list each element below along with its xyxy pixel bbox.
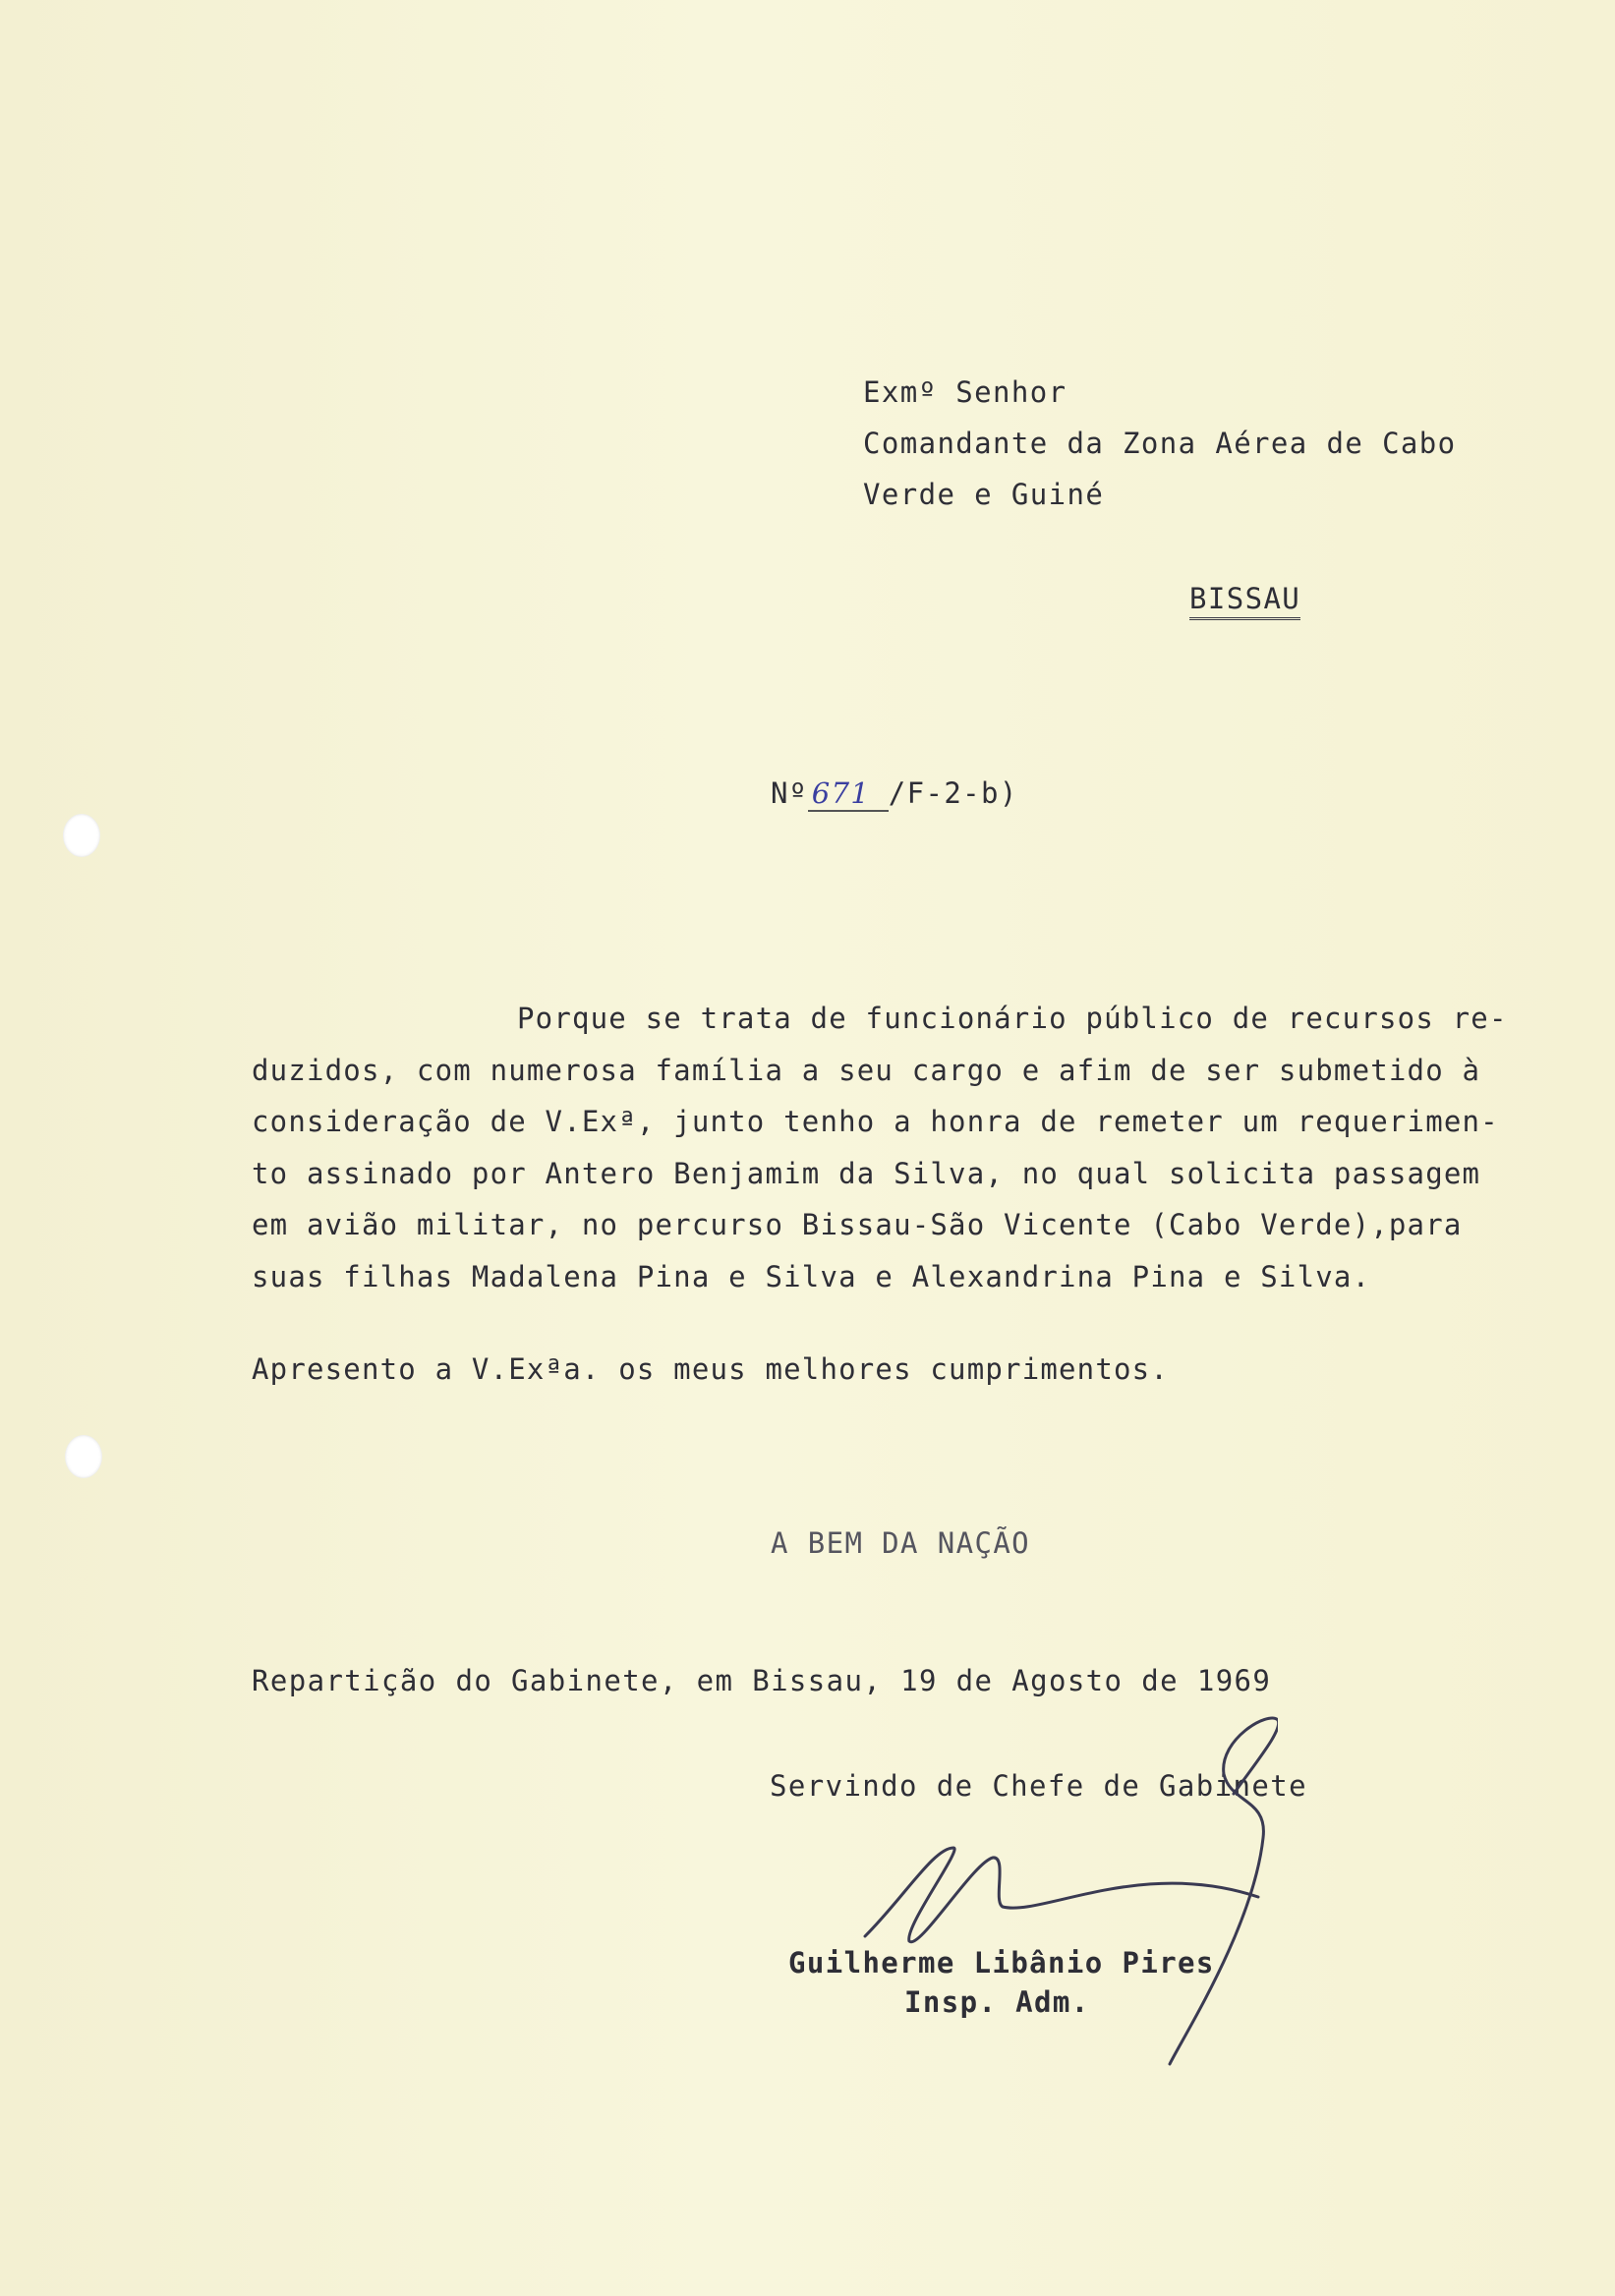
body-line: consideração de V.Exª, junto tenho a honra de remeter um requerimen-	[252, 1105, 1499, 1138]
reference-prefix: Nº	[771, 776, 808, 810]
recipient-line-1: Comandante da Zona Aérea de Cabo	[863, 427, 1457, 460]
reference-handwritten-number: 671	[808, 776, 889, 812]
punch-hole-bottom	[65, 1435, 102, 1478]
place-and-date: Repartição do Gabinete, em Bissau, 19 de Agosto de 1969	[252, 1664, 1272, 1697]
recipient-city: BISSAU	[1189, 582, 1300, 620]
motto: A BEM DA NAÇÃO	[771, 1526, 1031, 1560]
reference-number	[771, 776, 1018, 812]
body-paragraph	[252, 993, 1549, 1396]
signatory-title: Insp. Adm.	[904, 1985, 1090, 2019]
body-line: em avião militar, no percurso Bissau-São Vicente (Cabo Verde),para	[252, 1208, 1463, 1241]
signatory-name: Guilherme Libânio Pires	[788, 1946, 1215, 1980]
signatory-role: Servindo de Chefe de Gabinete	[770, 1769, 1307, 1803]
body-line: duzidos, com numerosa família a seu cargo e afim de ser submetido à	[252, 1053, 1481, 1087]
body-line: Porque se trata de funcionário público de recursos re-	[517, 1002, 1508, 1035]
reference-suffix: /F-2-b)	[888, 776, 1018, 810]
handwritten-signature	[845, 1700, 1278, 2094]
punch-hole-top	[63, 814, 100, 857]
body-line: to assinado por Antero Benjamim da Silva, no qual solicita passagem	[252, 1156, 1481, 1190]
closing-line: Apresento a V.Exªa. os meus melhores cumprimentos.	[252, 1352, 1169, 1386]
recipient-salutation: Exmº Senhor	[863, 375, 1067, 409]
recipient-line-2: Verde e Guiné	[863, 478, 1105, 511]
body-line: suas filhas Madalena Pina e Silva e Alexandrina Pina e Silva.	[252, 1259, 1371, 1293]
